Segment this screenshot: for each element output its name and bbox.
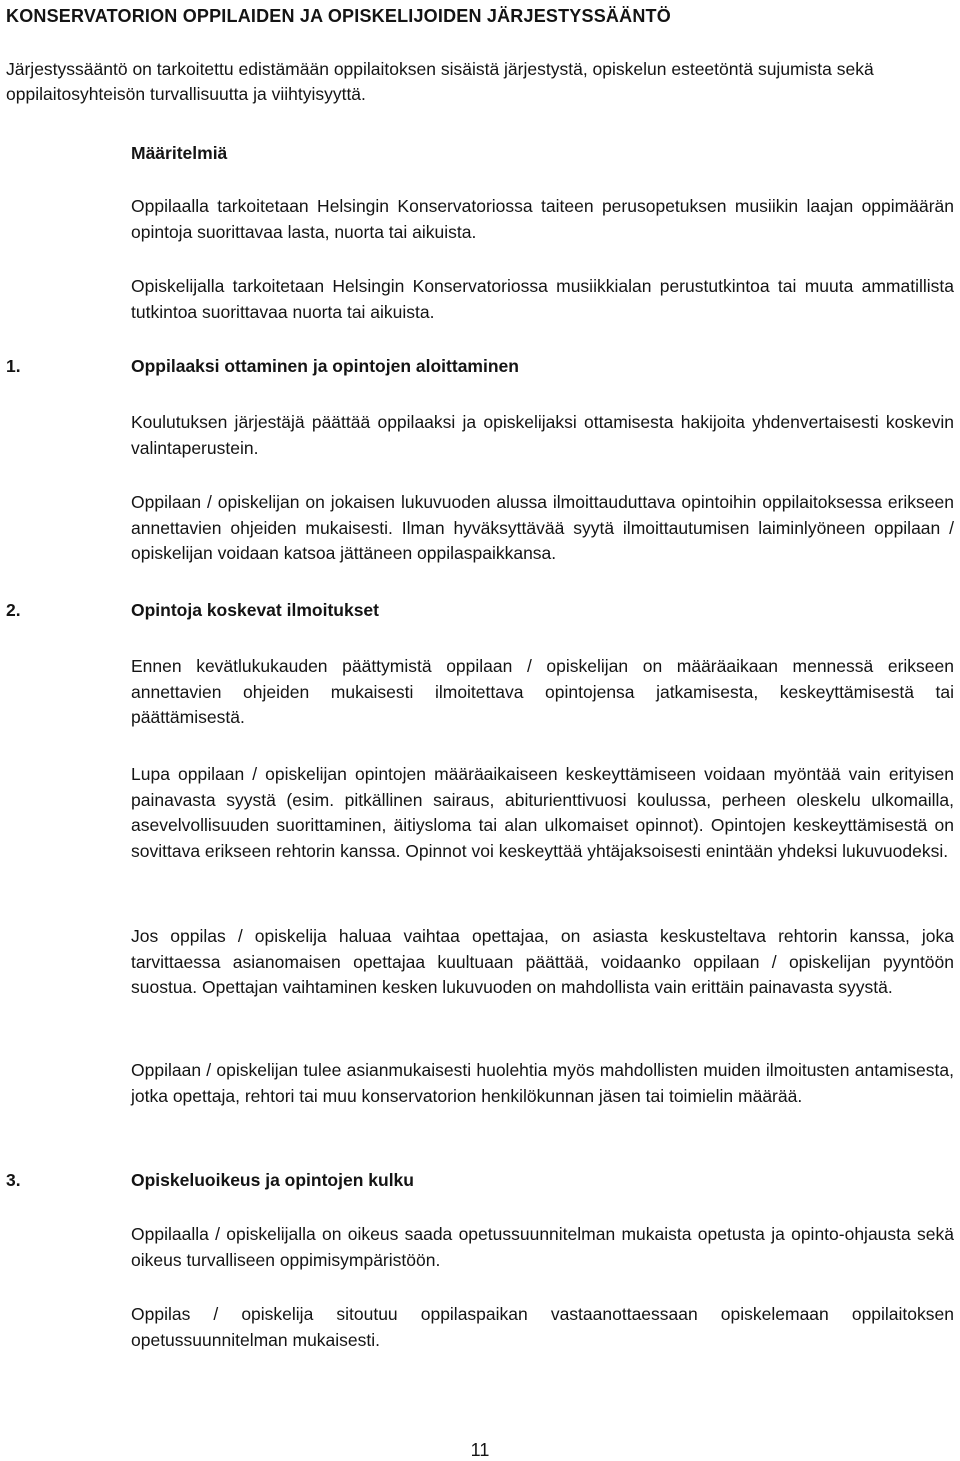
section-3-heading: Opiskeluoikeus ja opintojen kulku [131, 1170, 414, 1190]
section-2-number: 2. [6, 600, 21, 620]
document-title: KONSERVATORION OPPILAIDEN JA OPISKELIJOIDEN JÄRJESTYSSÄÄNTÖ [6, 6, 671, 26]
section-2-heading: Opintoja koskevat ilmoitukset [131, 600, 379, 620]
section-3-paragraph-1: Oppilaalla / opiskelijalla on oikeus saada opetussuunnitelman mukaista opetusta ja opinto-ohjausta sekä oikeus turvalliseen oppimisympäristöön. [131, 1224, 954, 1270]
section-3-number: 3. [6, 1170, 21, 1190]
page-number: 11 [470, 1440, 490, 1460]
section-1-paragraph-2: Oppilaan / opiskelijan on jokaisen lukuvuoden alussa ilmoittauduttava opintoihin oppilaitoksessa erikseen annettavien ohjeiden mukaisesti. Ilman hyväksyttävää syytä ilmoittautumisen laiminlyöneen oppilaan / opiskelijan voidaan katsoa jättäneen oppilaspaikkansa. [131, 492, 954, 563]
section-3-paragraph-2: Oppilas / opiskelija sitoutuu oppilaspaikan vastaanottaessaan opiskelemaan oppilaitoksen opetussuunnitelman mukaisesti. [131, 1304, 954, 1350]
definition-paragraph-student: Opiskelijalla tarkoitetaan Helsingin Konservatoriossa musiikkialan perustutkintoa tai muuta ammatillista tutkintoa suorittavaa nuorta tai aikuista. [131, 276, 954, 322]
definition-paragraph-pupil: Oppilaalla tarkoitetaan Helsingin Konservatoriossa taiteen perusopetuksen musiikin laajan oppimäärän opintoja suorittavaa lasta, nuorta tai aikuista. [131, 196, 954, 242]
section-2-paragraph-1: Ennen kevätlukukauden päättymistä oppilaan / opiskelijan on määräaikaan mennessä erikseen annettavien ohjeiden mukaisesti ilmoitettava opintojensa jatkamisesta, keskeyttämisestä tai päättämisestä. [131, 656, 954, 727]
section-2-paragraph-2: Lupa oppilaan / opiskelijan opintojen määräaikaiseen keskeyttämiseen voidaan myöntää vain erityisen painavasta syystä (esim. pitkällinen sairaus, abiturienttivuosi koulussa, perheen oleskelu ulkomailla, asevelvollisuuden suorittaminen, äitiysloma tai alan ulkomaiset opinnot). Opintojen keskeyttämisestä on sovittava erikseen rehtorin kanssa. Opinnot voi keskeyttää yhtäjaksoisesti enintään yhdeksi lukuvuodeksi. [131, 764, 954, 861]
definitions-heading: Määritelmiä [131, 143, 228, 163]
section-1-heading: Oppilaaksi ottaminen ja opintojen aloittaminen [131, 356, 519, 376]
section-2-paragraph-4: Oppilaan / opiskelijan tulee asianmukaisesti huolehtia myös mahdollisten muiden ilmoitusten antamisesta, jotka opettaja, rehtori tai muu konservatorion henkilökunnan jäsen tai toimielin määrää. [131, 1060, 954, 1106]
section-1-paragraph-1: Koulutuksen järjestäjä päättää oppilaaksi ja opiskelijaksi ottamisesta hakijoita yhdenvertaisesti koskevin valintaperustein. [131, 412, 954, 458]
section-2-paragraph-3: Jos oppilas / opiskelija haluaa vaihtaa opettajaa, on asiasta keskusteltava rehtorin kanssa, joka tarvittaessa asianomaisen opettajaa kuultuaan päättää, voidaanko oppilaan / opiskelijan pyyntöön suostua. Opettajan vaihtaminen kesken lukuvuoden on mahdollista vain erittäin painavasta syystä. [131, 926, 954, 997]
section-1-number: 1. [6, 356, 21, 376]
intro-paragraph: Järjestyssääntö on tarkoitettu edistämään oppilaitoksen sisäistä järjestystä, opiskelun esteetöntä sujumista sekä oppilaitosyhteisön turvallisuutta ja viihtyisyyttä. [6, 59, 874, 104]
